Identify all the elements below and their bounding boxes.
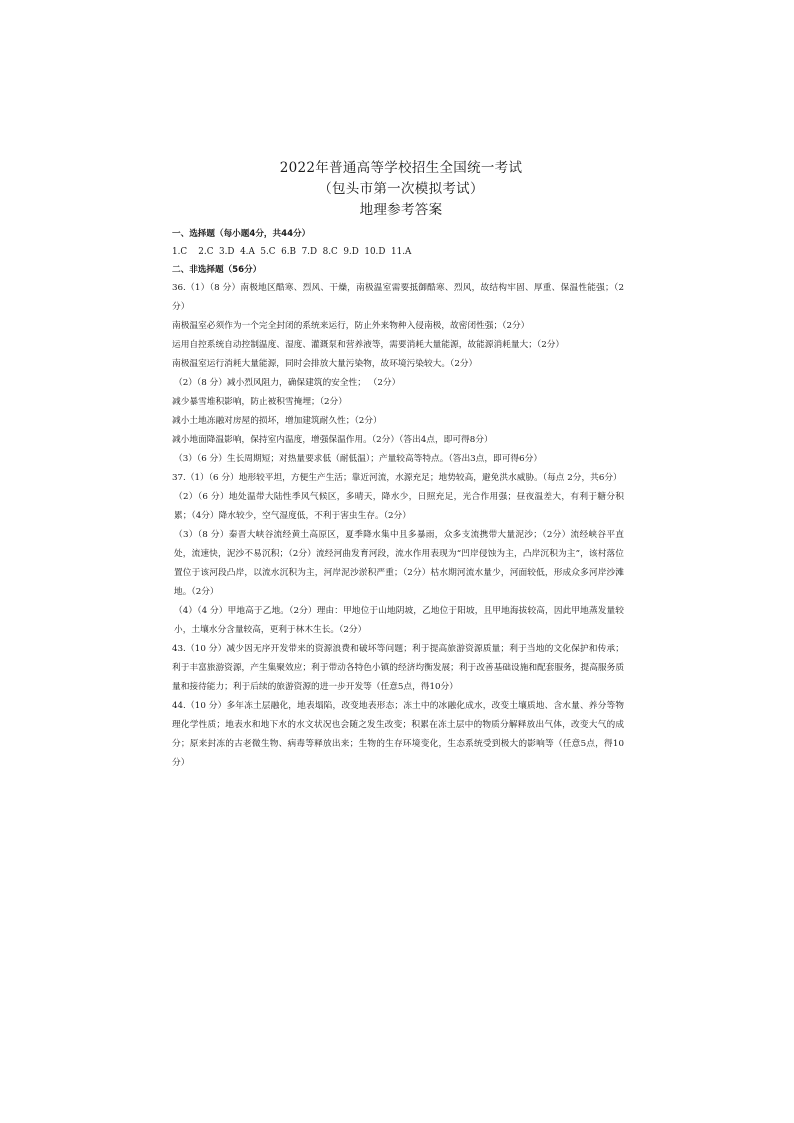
section-heading-choice: 一、选择题（每小题4分，共44分） [172,229,311,239]
exam-title: 2022年普通高等学校招生全国统一考试 [279,160,523,176]
answer-sheet [172,158,624,773]
answer-paragraph: 运用自控系统自动控制温度、湿度、灌溉泵和营养液等，需要消耗大量能源，故能源消耗量大；（2分） [172,340,565,350]
exam-subtitle: （包头市第一次模拟考试） [318,181,484,197]
answer-paragraph: 减少暴雪堆积影响，防止被积雪掩埋；（2分） [172,397,347,407]
answer-paragraph: 南极温室必须作为一个完全封闭的系统来运行，防止外来物种入侵南极，故密闭性强；（2分） [172,321,530,331]
answer-paragraph: （3）（6 分）生长周期短；对热量要求低（耐低温）；产量较高等特点。（答出3点，即可得6分） [174,454,543,464]
answer-paragraph: 减小地面降温影响，保持室内温度，增强保温作用。（2分）（答出4点，即可得8分） [172,435,493,445]
answer-paragraph: （2）（8 分）减小烈风阻力，确保建筑的安全性； （2分） [174,378,401,388]
answer-paragraph: （2）（6 分）地处温带大陆性季风气候区，多晴天，降水少，日照充足，光合作用强；昼夜温差大，有利于糖分积累；（4分）降水较少，空气湿度低，不利于害虫生存。（2分） [174,492,624,521]
document-title: 地理参考答案 [359,202,443,218]
answer-paragraph: （3）（8 分）秦晋大峡谷流经黄土高原区，夏季降水集中且多暴雨，众多支流携带大量泥沙；（2分）流经峡谷平直处，流速快，泥沙不易沉积；（2分）流经河曲发育河段，流水作用表现为“凹岸侵蚀为主，凸岸沉积为主”，该村落位置位于该河段凸岸，以流水沉积为主，河岸泥沙淤积严重；（2分）枯水期河流水量少，河面较低，形成众多河岸沙滩地。（2分） [174,530,624,597]
answer-paragraph: 36.（1）（8 分）南极地区酷寒、烈风、干燥，南极温室需要抵御酷寒、烈风，故结构牢固、厚重、保温性能强；（2分） [172,283,624,312]
answer-paragraph: 南极温室运行消耗大量能源，同时会排放大量污染物，故环境污染较大。（2分） [172,359,478,369]
answer-paragraph: 减小土地冻融对房屋的损坏，增加建筑耐久性；（2分） [172,416,382,426]
section-heading-nonchoice: 二、非选择题（56分） [172,265,262,275]
answer-paragraph: （4）（4 分）甲地高于乙地。（2分）理由：甲地位于山地阴坡，乙地位于阳坡，且甲地海拔较高，因此甲地蒸发量较小，土壤水分含量较高，更利于林木生长。（2分） [174,606,624,635]
answer-paragraph: 37.（1）（6 分）地形较平坦，方便生产生活；靠近河流，水源充足；地势较高，避免洪水威胁。（每点 2分，共6分） [172,473,622,483]
choice-answers: 1.C 2.C 3.D 4.A 5.C 6.B 7.D 8.C 9.D 10.D 11.A [172,247,412,257]
answer-paragraph: 43.（10 分）减少因无序开发带来的资源浪费和破坏等问题；利于提高旅游资源质量；利于当地的文化保护和传承；利于丰富旅游资源，产生集聚效应；利于带动各特色小镇的经济均衡发展；利于改善基础设施和配套服务，提高服务质量和接待能力；利于后续的旅游资源的进一步开发等（任意5点，得10分） [172,644,624,692]
answer-paragraph: 44.（10 分）多年冻土层融化，地表塌陷，改变地表形态；冻土中的冰融化成水，改变土壤质地、含水量、养分等物理化学性质；地表水和地下水的水文状况也会随之发生改变；积累在冻土层中的物质分解释放出气体，改变大气的成分；原来封冻的古老微生物、病毒等释放出来；生物的生存环境变化，生态系统受到极大的影响等（任意5点，得10分） [172,701,624,768]
